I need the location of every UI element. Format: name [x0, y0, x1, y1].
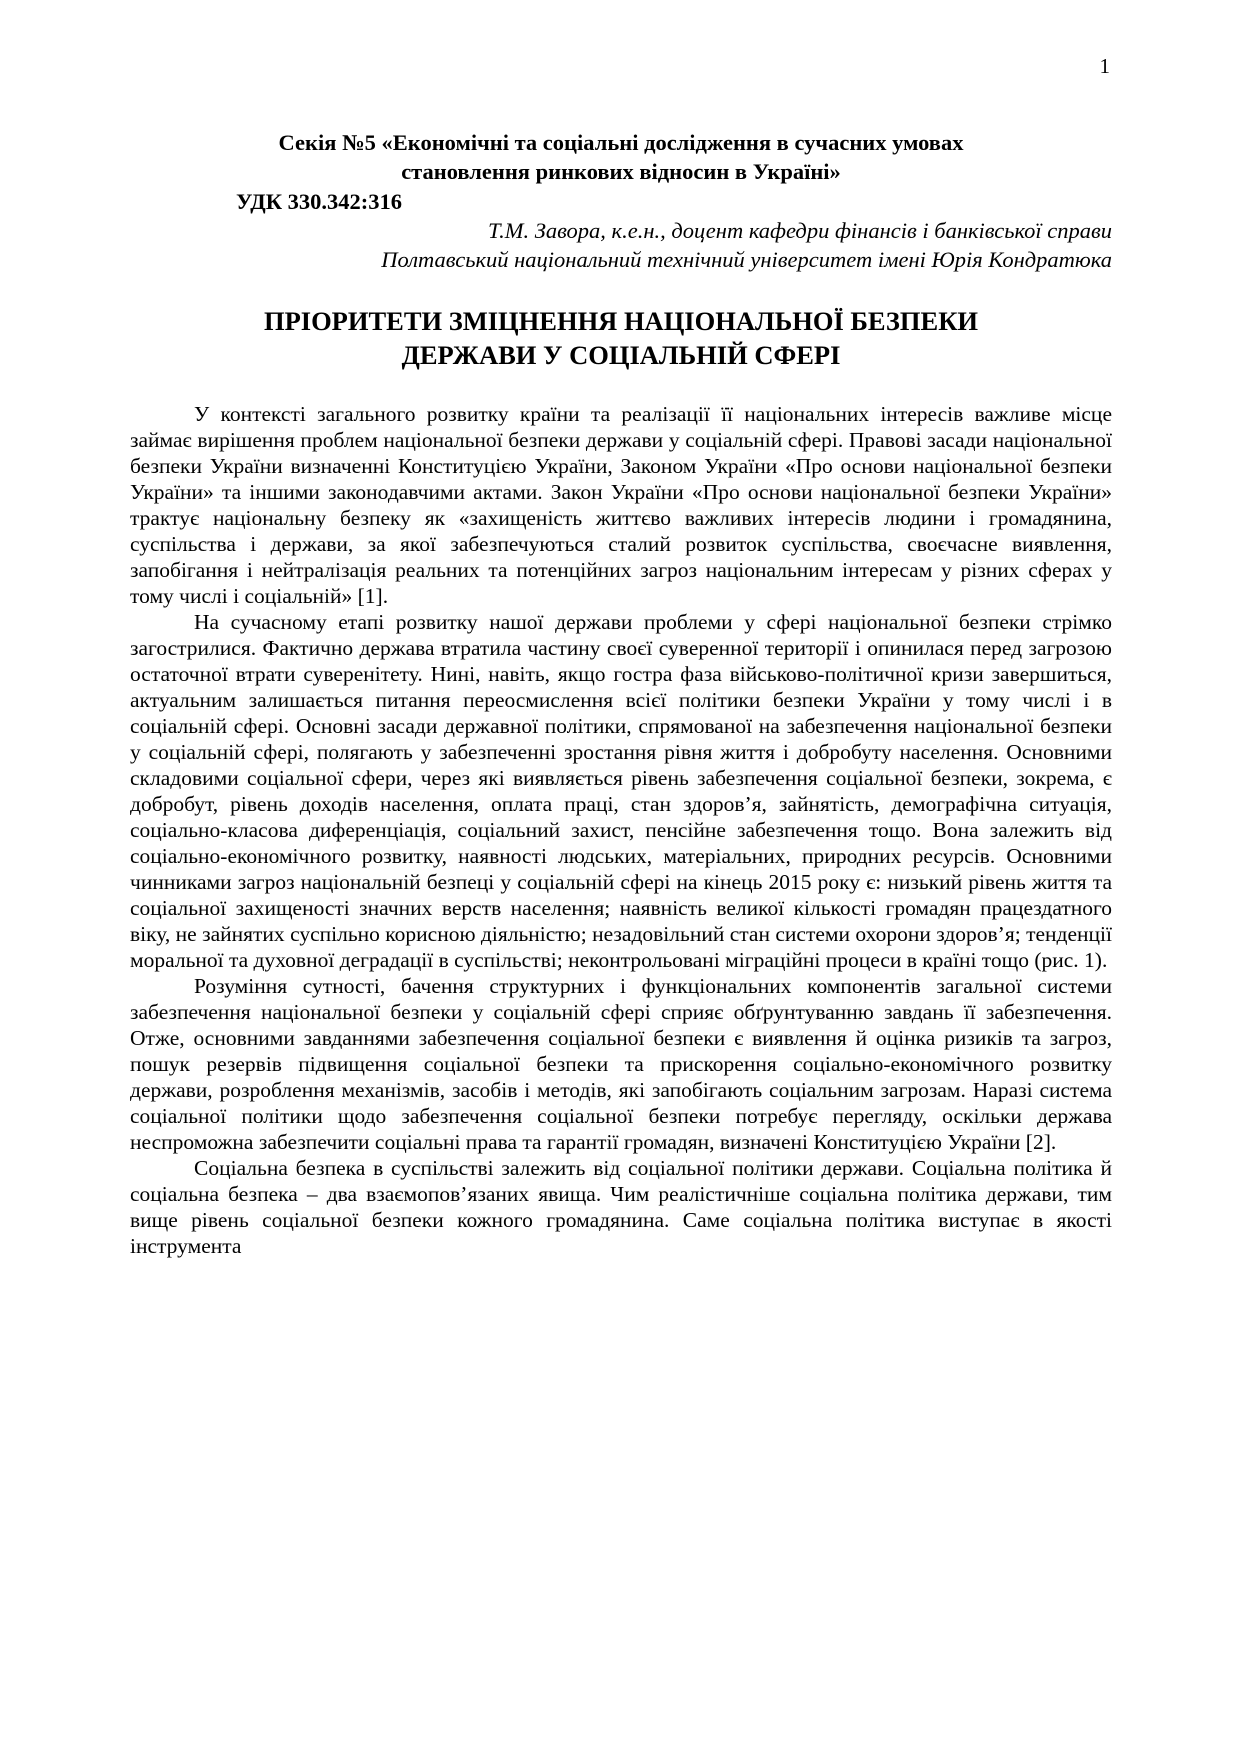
paragraph-4: Соціальна безпека в суспільстві залежить від соціальної політики держави. Соціальна політика й соціальна безпека – два взаємопов’язаних явища. Чим реалістичніше соціальна політика держави, тим вище рівень соціальної безпеки кожного громадянина. Саме соціальна політика виступає в якості інструмента: [130, 1155, 1112, 1258]
page-number: 1: [1099, 54, 1110, 78]
article-title-line2: ДЕРЖАВИ У СОЦІАЛЬНІЙ СФЕРІ: [401, 340, 841, 371]
section-heading-line1: Секія №5 «Економічні та соціальні дослідження в сучасних умовах: [278, 130, 964, 155]
article-title: [130, 305, 1112, 373]
paragraph-1: У контексті загального розвитку країни та реалізації її національних інтересів важливе місце займає вирішення проблем національної безпеки держави у соціальній сфері. Правові засади національної безпеки України визначенні Конституцією України, Законом України «Про основи національної безпеки України» та іншими законодавчими актами. Закон України «Про основи національної безпеки України» трактує національну безпеку як «захищеність життєво важливих інтересів людини і громадянина, суспільства і держави, за якої забезпечуються сталий розвиток суспільства, своєчасне виявлення, запобігання і нейтралізація реальних та потенційних загроз національним інтересам у різних сферах у тому числі і соціальній» [1].: [130, 401, 1112, 608]
paragraph-2: На сучасному етапі розвитку нашої держави проблеми у сфері національної безпеки стрімко загострилися. Фактично держава втратила частину своєї суверенної території і опинилася перед загрозою остаточної втрати суверенітету. Нині, навіть, якщо гостра фаза військово-політичної кризи завершиться, актуальним залишається питання переосмислення всієї політики безпеки України у тому числі і в соціальній сфері. Основні засади державної політики, спрямованої на забезпечення національної безпеки у соціальній сфері, полягають у забезпеченні зростання рівня життя і добробуту населення. Основними складовими соціальної сфери, через які виявляється рівень забезпечення соціальної безпеки, зокрема, є добробут, рівень доходів населення, оплата праці, стан здоров’я, зайнятість, демографічна ситуація, соціально-класова диференціація, соціальний захист, пенсійне забезпечення тощо. Вона залежить від соціально-економічного розвитку, наявності людських, матеріальних, природних ресурсів. Основними чинниками загроз національній безпеці у соціальній сфері на кінець 2015 року є: низький рівень життя та соціальної захищеності значних верств населення; наявність великої кількості громадян працездатного віку, не зайнятих суспільно корисною діяльністю; незадовільний стан системи охорони здоров’я; тенденції моральної та духовної деградації в суспільстві; неконтрольовані міграційні процеси в країні тощо (рис. 1).: [130, 609, 1112, 972]
section-heading: [130, 128, 1112, 187]
article-title-line1: ПРІОРИТЕТИ ЗМІЦНЕННЯ НАЦІОНАЛЬНОЇ БЕЗПЕКИ: [263, 306, 979, 337]
affiliation-line: Полтавський національний технічний університет імені Юрія Кондратюка: [381, 247, 1112, 273]
udc-code: УДК 330.342:316: [236, 188, 403, 214]
page-content: [130, 128, 1112, 1259]
paragraph-3: Розуміння сутності, бачення структурних і функціональних компонентів загальної системи забезпечення національної безпеки у соціальній сфері сприяє обґрунтуванню завдань її забезпечення. Отже, основними завданнями забезпечення соціальної безпеки є виявлення й оцінка ризиків та загроз, пошук резервів підвищення соціальної безпеки та прискорення соціально-економічного розвитку держави, розроблення механізмів, засобів і методів, які запобігають соціальним загрозам. Наразі система соціальної політики щодо забезпечення соціальної безпеки потребує перегляду, оскільки держава неспроможна забезпечити соціальні права та гарантії громадян, визначені Конституцією України [2].: [130, 973, 1112, 1154]
section-heading-line2: становлення ринкових відносин в Україні»: [401, 159, 841, 185]
author-line: Т.М. Завора, к.е.н., доцент кафедри фінансів і банківської справи: [487, 217, 1112, 243]
